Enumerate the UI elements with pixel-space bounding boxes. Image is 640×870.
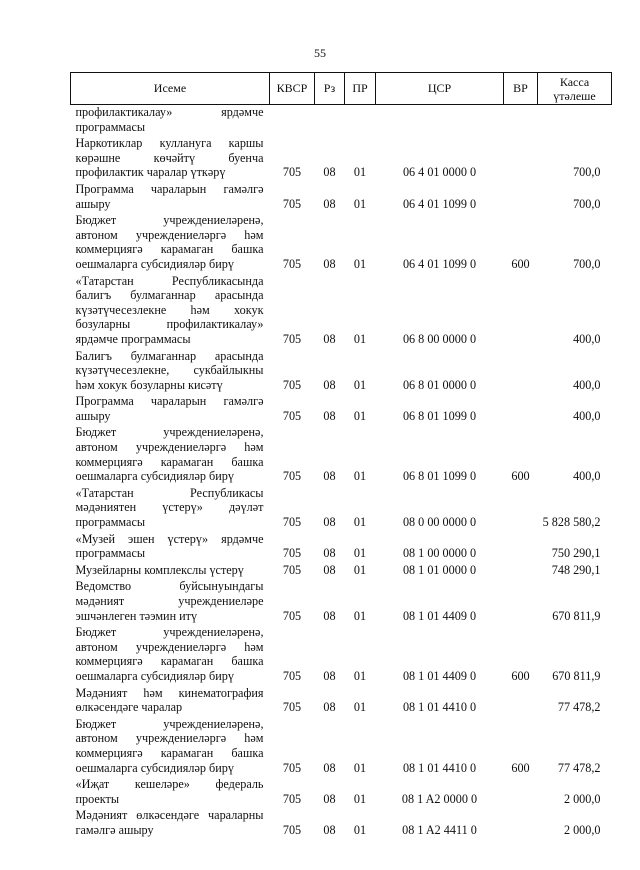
cell-pr: 01 bbox=[353, 760, 367, 775]
cell-kvsr: 705 bbox=[282, 515, 302, 530]
table-row bbox=[71, 561, 612, 578]
cell-name: Бюджет учреждениеләренә, автоном учреждениеләргә һәм коммерциягә карамаган башка оешмаларга субсидияләр бирү bbox=[75, 716, 264, 775]
cell-amount: 400,0 bbox=[573, 408, 601, 423]
cell-amount: 700,0 bbox=[573, 196, 601, 211]
cell-name: Мәдәният өлкәсендәге чараларны гамәлгә ашыру bbox=[75, 808, 264, 837]
cell-name: Программа чараларын гамәлгә ашыру bbox=[75, 181, 264, 211]
cell-vr bbox=[504, 105, 538, 135]
page-number: 55 bbox=[314, 46, 326, 60]
cell-vr: 600 bbox=[511, 760, 530, 775]
cell-vr bbox=[504, 530, 538, 561]
cell-amount bbox=[538, 105, 612, 135]
cell-csr bbox=[376, 105, 504, 135]
cell-pr: 01 bbox=[353, 668, 367, 683]
table-row bbox=[71, 392, 612, 423]
cell-csr: 08 1 01 0000 0 bbox=[402, 562, 477, 577]
budget-table bbox=[70, 72, 612, 838]
cell-amount: 77 478,2 bbox=[557, 760, 601, 775]
cell-pr: 01 bbox=[353, 196, 367, 211]
cell-kvsr: 705 bbox=[282, 331, 302, 346]
cell-name: Бюджет учреждениеләренә, автоном учреждениеләргә һәм коммерциягә карамаган башка оешмаларга субсидияләр бирү bbox=[75, 425, 264, 484]
header-kassa-line1: Касса bbox=[559, 74, 590, 89]
cell-name: «Музей эшен үстерү» ярдәмче программасы bbox=[75, 531, 264, 561]
cell-vr bbox=[504, 775, 538, 806]
table-row bbox=[71, 577, 612, 623]
cell-name: Бюджет учреждениеләренә, автоном учреждениеләргә һәм коммерциягә карамаган башка оешмаларга субсидияләр бирү bbox=[75, 625, 264, 683]
cell-pr: 01 bbox=[353, 377, 367, 392]
table-row bbox=[71, 180, 612, 211]
cell-vr bbox=[504, 684, 538, 715]
cell-pr: 01 bbox=[353, 700, 367, 715]
cell-amount: 700,0 bbox=[573, 165, 601, 180]
table-row bbox=[71, 623, 612, 683]
cell-kvsr: 705 bbox=[282, 165, 302, 180]
table-row bbox=[71, 484, 612, 530]
cell-amount: 748 290,1 bbox=[551, 562, 601, 577]
cell-amount: 5 828 580,2 bbox=[542, 515, 601, 530]
cell-rz: 08 bbox=[323, 515, 336, 530]
cell-rz: 08 bbox=[323, 256, 336, 271]
cell-rz: 08 bbox=[323, 608, 336, 623]
cell-pr: 01 bbox=[353, 331, 367, 346]
cell-kvsr: 705 bbox=[282, 791, 302, 806]
cell-amount: 750 290,1 bbox=[551, 546, 601, 561]
cell-amount: 670 811,9 bbox=[552, 608, 601, 623]
cell-pr: 01 bbox=[353, 515, 367, 530]
table-body bbox=[71, 105, 612, 838]
cell-pr: 01 bbox=[353, 822, 367, 837]
cell-amount: 2 000,0 bbox=[563, 791, 601, 806]
table-header bbox=[71, 73, 612, 105]
cell-csr: 06 4 01 1099 0 bbox=[402, 256, 477, 271]
cell-pr bbox=[345, 105, 376, 135]
cell-name: Программа чараларын гамәлгә ашыру bbox=[75, 394, 264, 423]
table-row bbox=[71, 684, 612, 715]
table-row bbox=[71, 806, 612, 837]
cell-vr bbox=[504, 806, 538, 837]
cell-vr: 600 bbox=[511, 256, 530, 271]
cell-rz: 08 bbox=[323, 408, 336, 423]
table-row bbox=[71, 134, 612, 180]
cell-rz: 08 bbox=[323, 469, 336, 484]
cell-kvsr: 705 bbox=[282, 562, 302, 577]
cell-name: Музейларны комплекслы үстерү bbox=[75, 562, 244, 577]
header-kassa-line2: үтәлеше bbox=[553, 88, 596, 103]
cell-kvsr: 705 bbox=[282, 469, 302, 484]
cell-csr: 08 1 01 4410 0 bbox=[402, 760, 477, 775]
cell-rz: 08 bbox=[323, 546, 336, 561]
cell-name: «Татарстан Республикасы мәдәниятен үстерү» дәүләт программасы bbox=[75, 485, 264, 530]
cell-vr bbox=[504, 180, 538, 211]
cell-rz bbox=[315, 105, 345, 135]
cell-vr bbox=[504, 392, 538, 423]
header-pr: ПР bbox=[345, 73, 376, 105]
table-row bbox=[71, 105, 612, 135]
cell-name: Бюджет учреждениеләренә, автоном учреждениеләргә һәм коммерциягә карамаган башка оешмаларга субсидияләр бирү bbox=[75, 213, 264, 271]
cell-vr: 600 bbox=[511, 668, 530, 683]
cell-csr: 08 0 00 0000 0 bbox=[402, 515, 477, 530]
cell-amount: 400,0 bbox=[573, 469, 601, 484]
cell-pr: 01 bbox=[353, 165, 367, 180]
cell-pr: 01 bbox=[353, 408, 367, 423]
cell-kvsr: 705 bbox=[282, 256, 302, 271]
cell-kvsr: 705 bbox=[282, 668, 302, 683]
cell-pr: 01 bbox=[353, 256, 367, 271]
cell-vr bbox=[504, 561, 538, 578]
header-name: Исеме bbox=[71, 73, 270, 105]
cell-csr: 06 8 01 0000 0 bbox=[402, 377, 477, 392]
header-vr: ВР bbox=[504, 73, 538, 105]
cell-csr: 08 1 A2 4411 0 bbox=[402, 822, 477, 837]
table-row bbox=[71, 715, 612, 775]
cell-amount: 670 811,9 bbox=[552, 668, 601, 683]
cell-rz: 08 bbox=[323, 331, 336, 346]
cell-amount: 2 000,0 bbox=[563, 822, 601, 837]
table-row bbox=[71, 272, 612, 347]
cell-kvsr: 705 bbox=[282, 700, 302, 715]
cell-amount: 400,0 bbox=[573, 377, 601, 392]
cell-vr bbox=[504, 272, 538, 347]
cell-csr: 06 8 01 1099 0 bbox=[402, 469, 477, 484]
cell-name: «Иҗат кешеләре» федераль проекты bbox=[75, 777, 264, 806]
cell-vr: 600 bbox=[511, 469, 530, 484]
header-rz: Рз bbox=[315, 73, 345, 105]
cell-rz: 08 bbox=[323, 668, 336, 683]
cell-kvsr: 705 bbox=[282, 377, 302, 392]
cell-kvsr: 705 bbox=[282, 608, 302, 623]
cell-rz: 08 bbox=[323, 760, 336, 775]
cell-rz: 08 bbox=[323, 700, 336, 715]
cell-name: Мәдәният һәм кинематография өлкәсендәге чаралар bbox=[75, 685, 264, 715]
cell-rz: 08 bbox=[323, 791, 336, 806]
table-row bbox=[71, 211, 612, 271]
cell-name: Наркотиклар кулланугa каршы көрәшне көчәйтү буенча профилактик чаралар үткәрү bbox=[75, 136, 264, 180]
header-kvsr: КВСР bbox=[270, 73, 315, 105]
table-row bbox=[71, 775, 612, 806]
cell-rz: 08 bbox=[323, 822, 336, 837]
cell-rz: 08 bbox=[323, 196, 336, 211]
cell-csr: 06 8 01 1099 0 bbox=[402, 408, 477, 423]
cell-csr: 06 4 01 1099 0 bbox=[402, 196, 477, 211]
cell-csr: 06 8 00 0000 0 bbox=[402, 331, 477, 346]
cell-kvsr bbox=[270, 105, 315, 135]
cell-rz: 08 bbox=[323, 562, 336, 577]
header-csr: ЦСР bbox=[376, 73, 504, 105]
table-row bbox=[71, 423, 612, 483]
cell-vr bbox=[504, 134, 538, 180]
cell-pr: 01 bbox=[353, 608, 367, 623]
cell-kvsr: 705 bbox=[282, 408, 302, 423]
cell-vr bbox=[504, 347, 538, 393]
cell-kvsr: 705 bbox=[282, 760, 302, 775]
cell-vr bbox=[504, 484, 538, 530]
cell-csr: 08 1 A2 0000 0 bbox=[401, 791, 478, 806]
cell-name: профилактикалау» ярдәмче программасы bbox=[75, 105, 264, 134]
cell-pr: 01 bbox=[353, 562, 367, 577]
cell-pr: 01 bbox=[353, 791, 367, 806]
table-row bbox=[71, 530, 612, 561]
cell-kvsr: 705 bbox=[282, 546, 302, 561]
cell-kvsr: 705 bbox=[282, 196, 302, 211]
cell-csr: 08 1 00 0000 0 bbox=[402, 546, 477, 561]
cell-rz: 08 bbox=[323, 165, 336, 180]
cell-rz: 08 bbox=[323, 377, 336, 392]
cell-name: «Татарстан Республикасында балигъ булмаганнар арасында күзәтүчесезлекне һәм хокук бозуларны профилактикалау» ярдәмче программасы bbox=[75, 273, 264, 346]
cell-amount: 77 478,2 bbox=[557, 700, 601, 715]
cell-csr: 06 4 01 0000 0 bbox=[402, 165, 477, 180]
cell-csr: 08 1 01 4409 0 bbox=[402, 668, 477, 683]
cell-name: Балигъ булмаганнар арасында күзәтүчесезлекне, сукбайлыкны һәм хокук бозуларны кисәтү bbox=[75, 348, 264, 392]
table-row bbox=[71, 347, 612, 393]
cell-pr: 01 bbox=[353, 546, 367, 561]
cell-vr bbox=[504, 577, 538, 623]
cell-csr: 08 1 01 4409 0 bbox=[402, 608, 477, 623]
cell-amount: 400,0 bbox=[573, 331, 601, 346]
cell-pr: 01 bbox=[353, 469, 367, 484]
cell-kvsr: 705 bbox=[282, 822, 302, 837]
cell-name: Ведомство буйсынуындагы мәдәният учреждениеләре эшчәнлеген тәэмин итү bbox=[75, 579, 264, 623]
cell-csr: 08 1 01 4410 0 bbox=[402, 700, 477, 715]
cell-amount: 700,0 bbox=[573, 256, 601, 271]
header-kassa bbox=[538, 73, 612, 105]
